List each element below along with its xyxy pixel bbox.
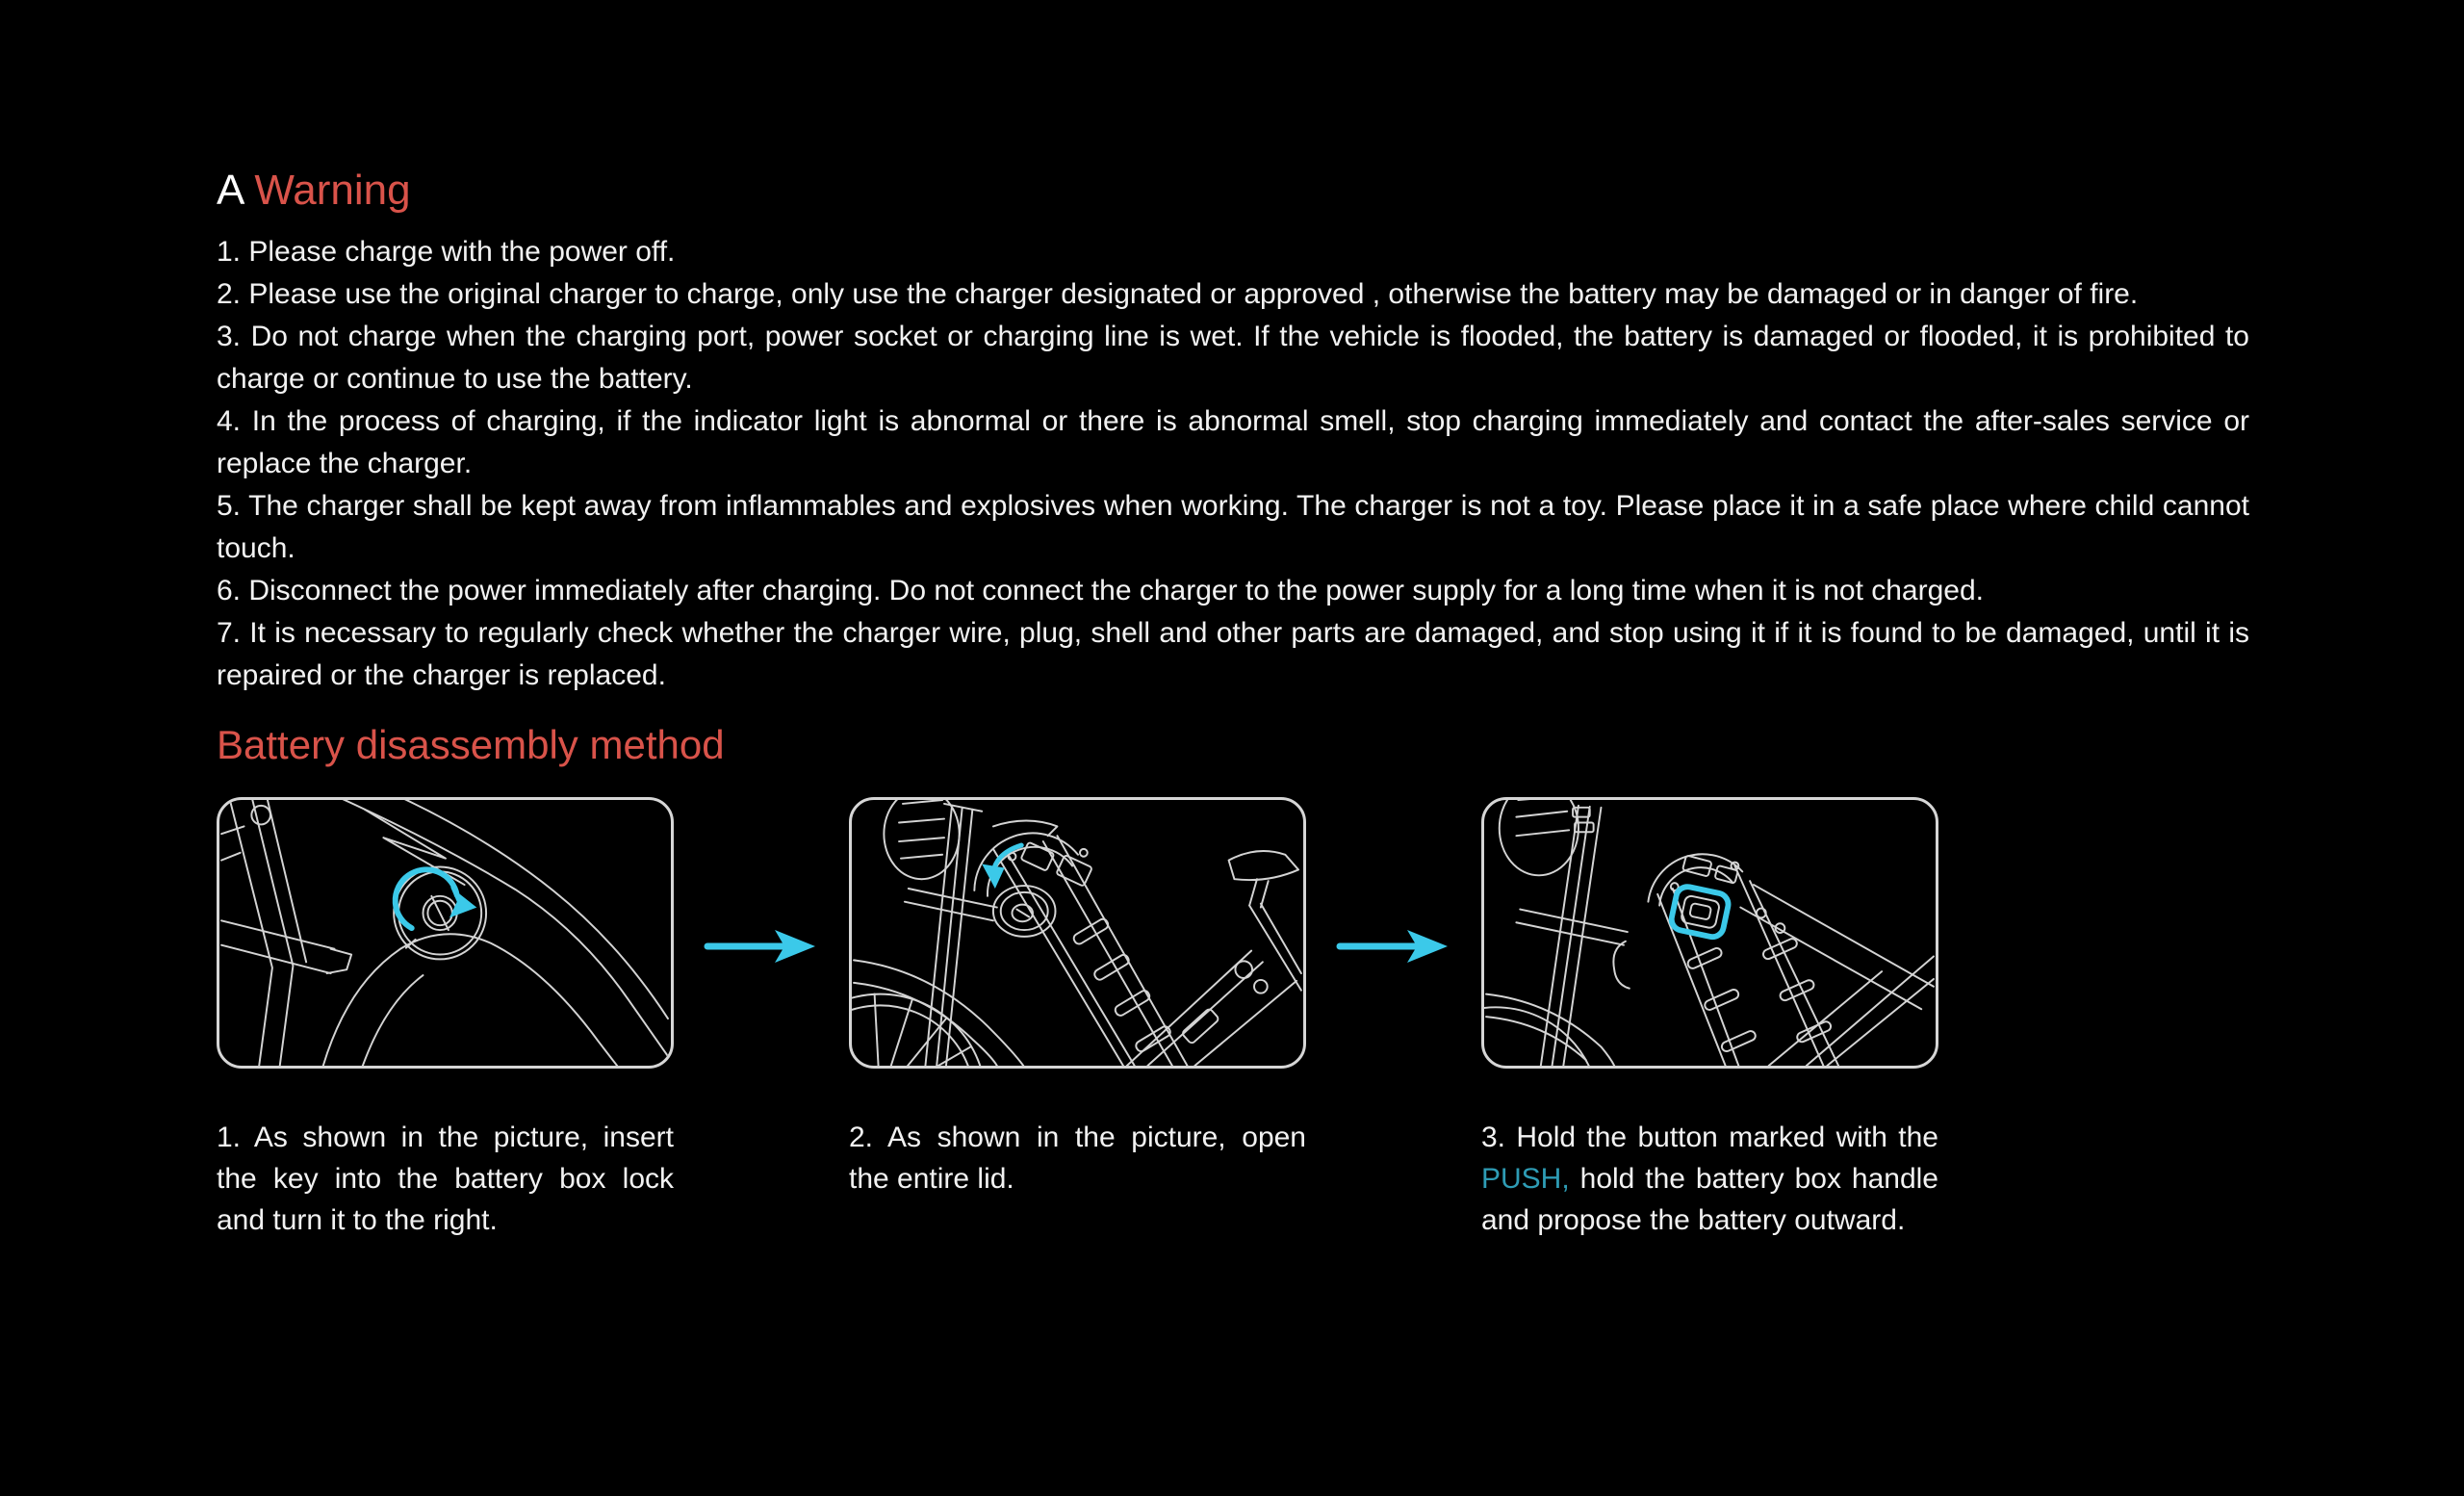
turn-key-arrow-icon [396, 869, 477, 928]
steps-illustrations [217, 797, 2249, 1069]
step3-caption-before: 3. Hold the button marked with the [1481, 1122, 1938, 1153]
warning-item-5: 5. The charger shall be kept away from inflammables and explosives when working. The charger is not a toy. Please place it in a safe place where child cannot touch. [217, 490, 2249, 564]
warning-symbol: A [217, 167, 245, 214]
right-arrow-icon [1336, 927, 1451, 966]
bike-battery-push-drawing [1484, 800, 1936, 1066]
warning-item-1: 1. Please charge with the power off. [217, 236, 676, 268]
step3-caption [1481, 1117, 1938, 1241]
step-captions [217, 1088, 2249, 1270]
warning-list [217, 231, 2249, 697]
warning-item-2: 2. Please use the original charger to charge, only use the charger designated or approved , otherwise the battery may be damaged or in danger of fire. [217, 278, 2139, 310]
step3-illustration [1481, 797, 1938, 1069]
step-arrow-2 [1306, 797, 1481, 1069]
push-button-highlight [1670, 885, 1731, 939]
bike-lock-closeup-drawing [219, 800, 671, 1066]
warning-heading [217, 166, 2249, 216]
step1-illustration [217, 797, 674, 1069]
caption-spacer [1306, 1088, 1481, 1270]
bike-side-open-lid-drawing [852, 800, 1303, 1066]
step2-illustration [849, 797, 1306, 1069]
step3-caption-after: hold the battery box handle and propose the battery outward. [1481, 1163, 1938, 1236]
warning-title: Warning [254, 167, 411, 214]
page-content [217, 166, 2249, 1270]
step2-caption: 2. As shown in the picture, open the entire lid. [849, 1122, 1306, 1195]
warning-item-6: 6. Disconnect the power immediately after charging. Do not connect the charger to the power supply for a long time when it is not charged. [217, 575, 1984, 606]
step-arrow-1 [674, 797, 849, 1069]
disassembly-title: Battery disassembly method [217, 722, 725, 767]
caption-spacer [674, 1088, 849, 1270]
step1-caption: 1. As shown in the picture, insert the key into the battery box lock and turn it to the right. [217, 1122, 674, 1236]
warning-item-3: 3. Do not charge when the charging port, power socket or charging line is wet. If the vehicle is flooded, the battery is damaged or flooded, it is prohibited to charge or continue to use the battery. [217, 321, 2249, 395]
right-arrow-icon [704, 927, 819, 966]
warning-item-7: 7. It is necessary to regularly check whether the charger wire, plug, shell and other parts are damaged, and stop using it if it is found to be damaged, until it is repaired or the charger is replaced. [217, 617, 2249, 691]
warning-item-4: 4. In the process of charging, if the indicator light is abnormal or there is abnormal smell, stop charging immediately and contact the after-sales service or replace the charger. [217, 405, 2249, 479]
step3-caption-push: PUSH, [1481, 1163, 1570, 1195]
